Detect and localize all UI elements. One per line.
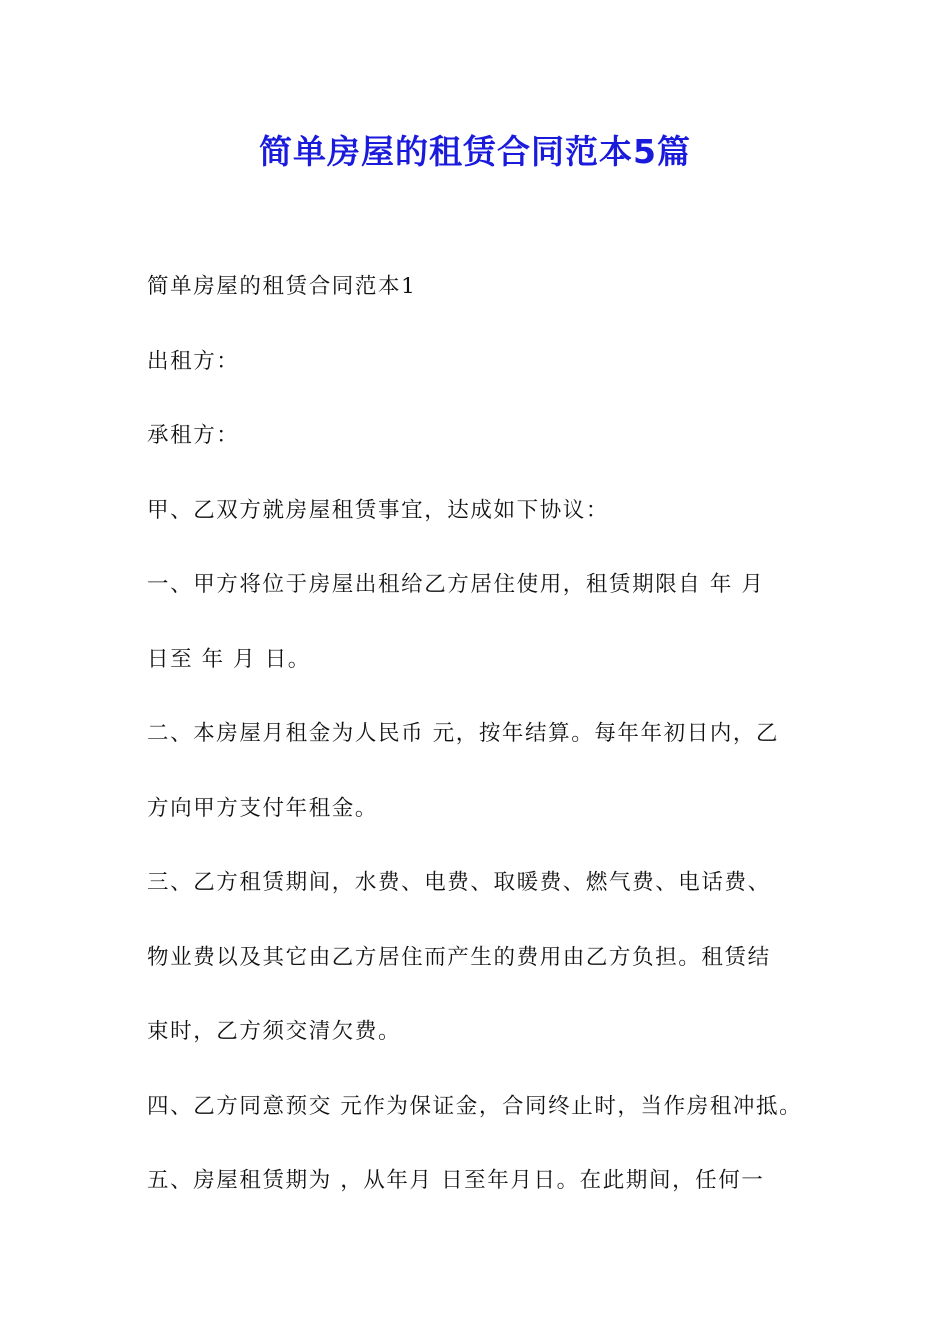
clause-3-line-3: 束时，乙方须交清欠费。 [147,1019,402,1044]
lessor-label: 出租方： [147,348,240,374]
clause-3-line-1: 三、乙方租赁期间，水费、电费、取暖费、燃气费、电话费、 [147,870,771,895]
clause-2-line-1: 二、本房屋月租金为人民币 元，按年结算。每年年初日内，乙 [147,721,780,746]
section-heading: 简单房屋的租赁合同范本1 [147,274,417,299]
clause-1-line-1: 一、甲方将位于房屋出租给乙方居住使用，租赁期限自 年 月 [147,572,765,597]
document-title: 简单房屋的租赁合同范本5篇 [259,132,691,171]
clause-1-line-2: 日至 年 月 日。 [147,646,311,672]
lessee-label: 承租方： [147,423,240,448]
agreement-intro: 甲、乙双方就房屋租赁事宜，达成如下协议： [147,497,610,523]
clause-2-line-2: 方向甲方支付年租金。 [147,795,379,821]
clause-3-line-2: 物业费以及其它由乙方居住而产生的费用由乙方负担。租赁结 [147,944,771,970]
clause-4-line-1: 四、乙方同意预交 元作为保证金，合同终止时，当作房租冲抵。 [147,1093,803,1119]
clause-5-line-1: 五、房屋租赁期为 ，从年月 日至年月日。在此期间，任何一 [147,1168,765,1193]
document-body [147,268,827,1237]
